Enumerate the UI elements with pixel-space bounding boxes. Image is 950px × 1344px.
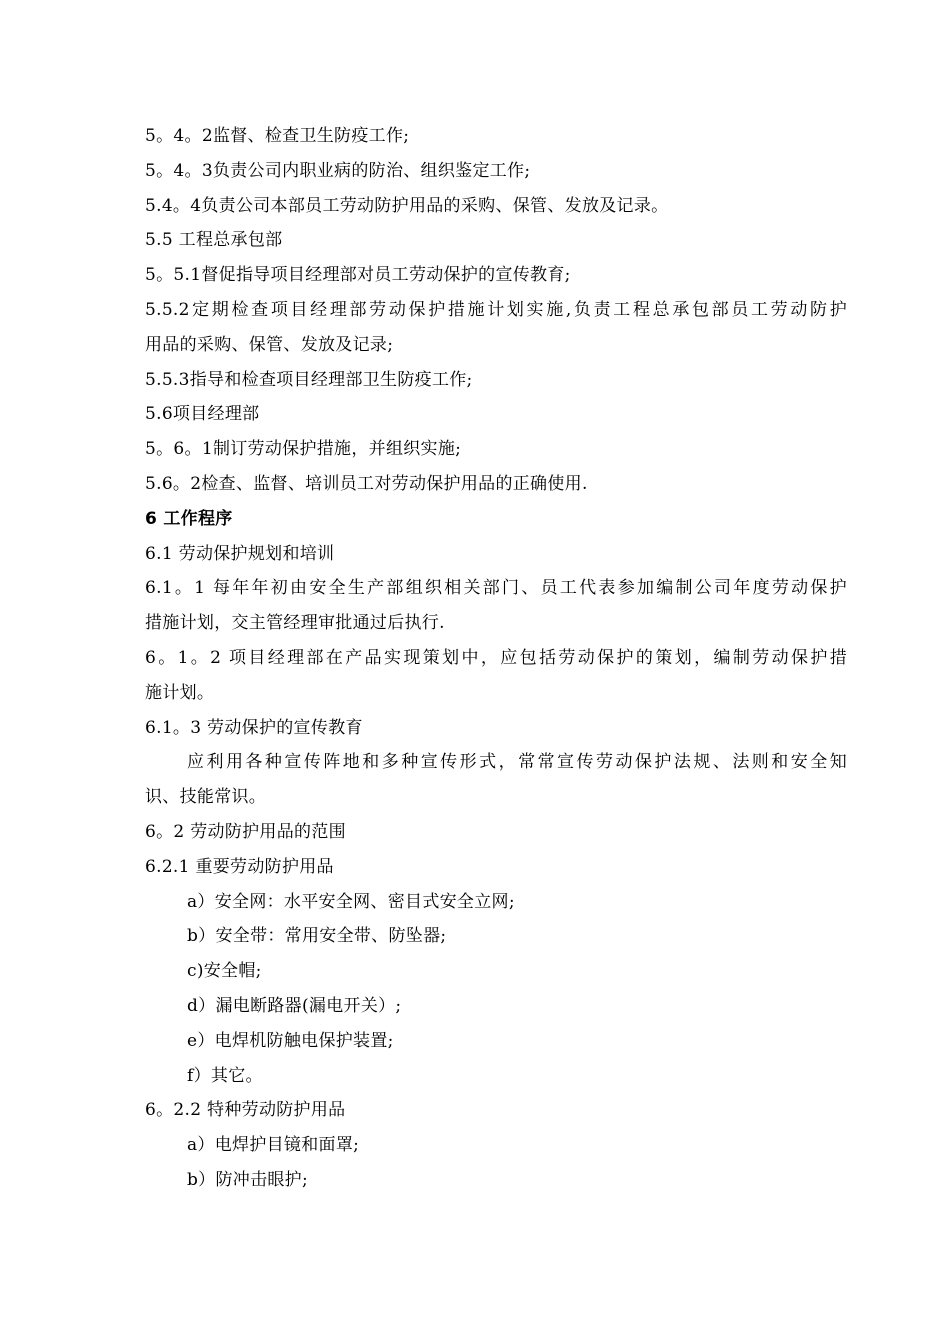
- list-item-b-impact-eye-protection: b）防冲击眼护;: [187, 1169, 309, 1190]
- section-5-5-title: 5.5 工程总承包部: [145, 230, 283, 251]
- clause-5-5-2-line1: 5.5.2定期检查项目经理部劳动保护措施计划实施,负责工程总承包部员工劳动防护: [145, 299, 847, 320]
- clause-5-4-3: 5。4。3负责公司内职业病的防治、组织鉴定工作;: [145, 160, 531, 181]
- clause-6-2-2-title: 6。2.2 特种劳动防护用品: [145, 1100, 346, 1121]
- clause-6-1-3-body-line1: 应利用各种宣传阵地和多种宣传形式，常常宣传劳动保护法规、法则和安全知: [187, 752, 847, 773]
- clause-6-1-3-title: 6.1。3 劳动保护的宣传教育: [145, 717, 363, 738]
- section-6-1-title: 6.1 劳动保护规划和培训: [145, 543, 335, 564]
- clause-5-4-4: 5.4。4负责公司本部员工劳动防护用品的采购、保管、发放及记录。: [145, 195, 669, 216]
- section-5-6-title: 5.6项目经理部: [145, 404, 260, 425]
- list-item-d-leakage-breaker: d）漏电断路器(漏电开关）;: [187, 995, 402, 1016]
- list-item-e-welder-protection: e）电焊机防触电保护装置;: [187, 1030, 394, 1051]
- clause-5-5-3: 5.5.3指导和检查项目经理部卫生防疫工作;: [145, 369, 473, 390]
- clause-6-1-1-line2: 措施计划，交主管经理审批通过后执行.: [145, 613, 445, 634]
- clause-5-6-2: 5.6。2检查、监督、培训员工对劳动保护用品的正确使用.: [145, 473, 588, 494]
- section-6-2-title: 6。2 劳动防护用品的范围: [145, 821, 346, 842]
- clause-5-6-1: 5。6。1制订劳动保护措施，并组织实施;: [145, 439, 462, 460]
- list-item-b-safety-belt: b）安全带：常用安全带、防坠器;: [187, 926, 447, 947]
- clause-6-1-2-line1: 6。1。2 项目经理部在产品实现策划中，应包括劳动保护的策划，编制劳动保护措: [145, 647, 847, 668]
- list-item-c-safety-helmet: c)安全帽;: [187, 961, 262, 982]
- section-6-heading: 6 工作程序: [145, 508, 233, 529]
- clause-5-4-2: 5。4。2监督、检查卫生防疫工作;: [145, 126, 410, 146]
- clause-5-5-1: 5。5.1督促指导项目经理部对员工劳动保护的宣传教育;: [145, 265, 571, 286]
- document-page: [145, 119, 847, 1198]
- clause-6-1-2-line2: 施计划。: [145, 682, 215, 703]
- list-item-a-safety-net: a）安全网：水平安全网、密目式安全立网;: [187, 891, 515, 912]
- list-item-f-other: f）其它。: [187, 1065, 263, 1086]
- clause-6-2-1-title: 6.2.1 重要劳动防护用品: [145, 856, 334, 877]
- clause-5-5-2-line2: 用品的采购、保管、发放及记录;: [145, 334, 394, 355]
- clause-6-1-3-body-line2: 识、技能常识。: [145, 787, 267, 808]
- list-item-a-welding-goggles: a）电焊护目镜和面罩;: [187, 1135, 360, 1156]
- clause-6-1-1-line1: 6.1。1 每年年初由安全生产部组织相关部门、员工代表参加编制公司年度劳动保护: [145, 578, 847, 599]
